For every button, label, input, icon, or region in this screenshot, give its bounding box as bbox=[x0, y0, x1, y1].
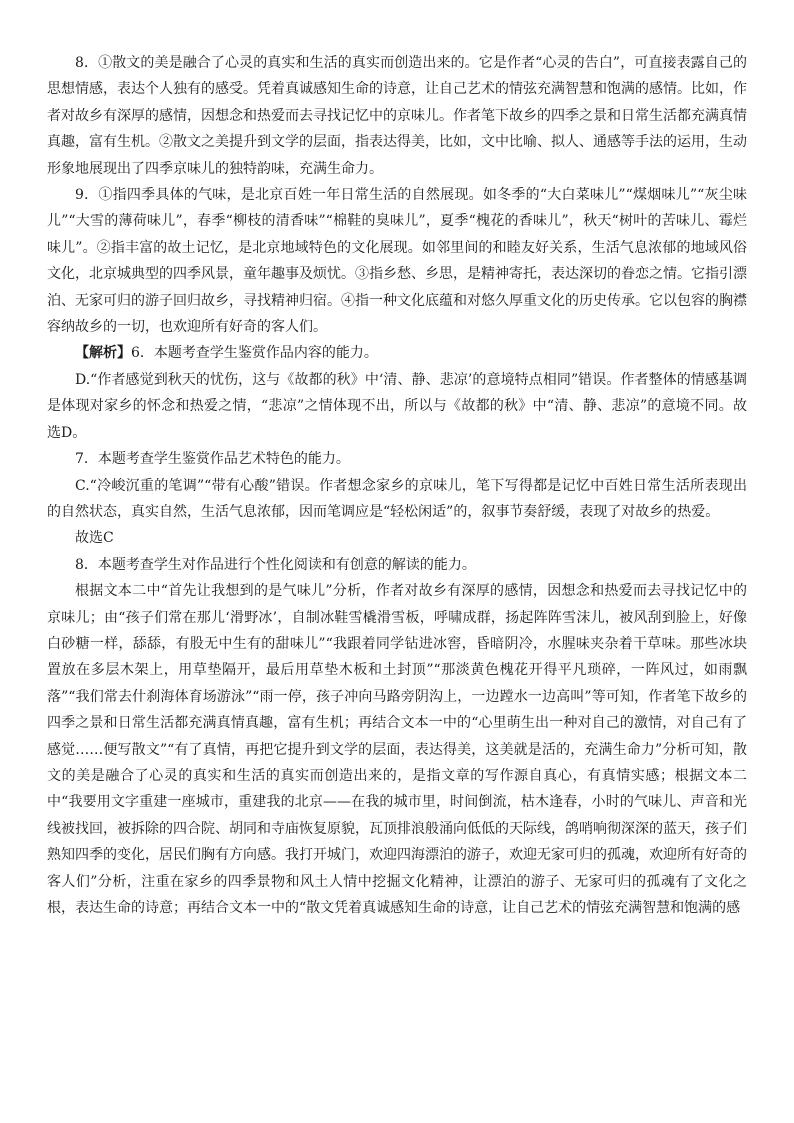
analysis-7-body: C.“冷峻沉重的笔调”“带有心酸”错误。作者想念家乡的京味儿，笔下写得都是记忆中百姓日常生活所表现出的自然状态，真实自然，生活气息浓郁，因而笔调应是“轻松闲适”的，叙事节奏舒缓，表现了对故乡的热爱。 bbox=[47, 477, 747, 520]
answer-9-paragraph: 9．①指四季具体的气味，是北京百姓一年日常生活的自然展现。如冬季的“大白菜味儿”“煤烟味儿”“灰尘味儿”“大雪的薄荷味儿”，春季“柳枝的清香味”“棉鞋的臭味儿”，夏季“槐花的香味儿”，秋天“树叶的苦味儿、霉烂味儿”。②指丰富的故土记忆，是北京地域特色的文化展现。如邻里间的和睦友好关系，生活气息浓郁的地域风俗文化，北京城典型的四季风景，童年趣事及烦忧。③指乡愁、乡思，是精神寄托，表达深切的眷恋之情。它指引漂泊、无家可归的游子回归故乡，寻找精神归宿。④指一种文化底蕴和对悠久厚重文化的历史传承。它以包容的胸襟容纳故乡的一切，也欢迎所有好奇的客人们。 bbox=[47, 187, 747, 336]
analysis-7-choice: 故选C bbox=[75, 530, 114, 547]
analysis-8-heading: 8．本题考查学生对作品进行个性化阅读和有创意的解读的能力。 bbox=[75, 556, 476, 573]
analysis-8-body: 根据文本二中“首先让我想到的是气味儿”分析，作者对故乡有深厚的感情，因想念和热爱而去寻找记忆中的京味儿；由“孩子们常在那儿‘滑野冰’，自制冰鞋雪橇滑雪板，呼啸成群，扬起阵阵雪沫儿，被风刮到脸上，好像白砂糖一样，舔舔，有股无中生有的甜味儿”“我跟着同学钻进冰窖，昏暗阴冷，水腥味夹杂着干草味。那些冰块置放在多层木架上，用草垫隔开，最后用草垫木板和土封顶”“那淡黄色槐花开得平凡琐碎，一阵风过，如雨飘落”“我们常去什刹海体育场游泳”“雨一停，孩子冲向马路旁阴沟上，一边蹚水一边高叫”等可知，作者笔下故乡的四季之景和日常生活都充满真情真趣，富有生机；再结合文本一中的“心里萌生出一种对自己的激情，对自己有了感觉……便写散文”“有了真情，再把它提升到文学的层面，表达得美，这美就是活的，充满生命力”分析可知，散文的美是融合了心灵的真实和生活的真实而创造出来的，是指文章的写作源自真心，有真情实感；根据文本二中“我要用文字重建一座城市，重建我的北京——在我的城市里，时间倒流，枯木逢春，小时的气味儿、声音和光线被找回，被拆除的四合院、胡同和寺庙恢复原貌，瓦顶排浪般涌向低低的天际线，鸽哨响彻深深的蓝天，孩子们熟知四季的变化，居民们胸有方向感。我打开城门，欢迎四海漂泊的游子，欢迎无家可归的孤魂，欢迎所有好奇的客人们”分析，注重在家乡的四季景物和风土人情中挖掘文化精神，让漂泊的游子、无家可归的孤魂有了文化之根，表达生命的诗意；再结合文本一中的“散文凭着真诚感知生命的诗意，让自己艺术的情弦充满智慧和饱满的感 bbox=[47, 583, 747, 916]
analysis-bracket-label: 【解析】 bbox=[75, 345, 131, 362]
analysis-6-body: D.“作者感觉到秋天的忧伤，这与《故都的秋》中‘清、静、悲凉’的意境特点相同”错误。作者整体的情感基调是体现对家乡的怀念和热爱之情，“悲凉”之情体现不出，所以与《故都的秋》中“清、静、悲凉”的意境不同。故选D。 bbox=[47, 371, 747, 441]
document-page bbox=[47, 50, 747, 921]
answer-8-paragraph: 8．①散文的美是融合了心灵的真实和生活的真实而创造出来的。它是作者“心灵的告白”，可直接表露自己的思想情感，表达个人独有的感受。凭着真诚感知生命的诗意，让自己艺术的情弦充满智慧和饱满的感情。比如，作者对故乡有深厚的感情，因想念和热爱而去寻找记忆中的京味儿。作者笔下故乡的四季之景和日常生活都充满真情真趣，富有生机。②散文之美提升到文学的层面，指表达得美，比如，文中比喻、拟人、通感等手法的运用，生动形象地展现出了四季京味儿的独特韵味，充满生命力。 bbox=[47, 55, 747, 177]
analysis-6-heading bbox=[47, 340, 747, 366]
analysis-6-heading-text: 6．本题考查学生鉴赏作品内容的能力。 bbox=[131, 345, 378, 362]
analysis-7-heading: 7．本题考查学生鉴赏作品艺术特色的能力。 bbox=[75, 451, 350, 468]
